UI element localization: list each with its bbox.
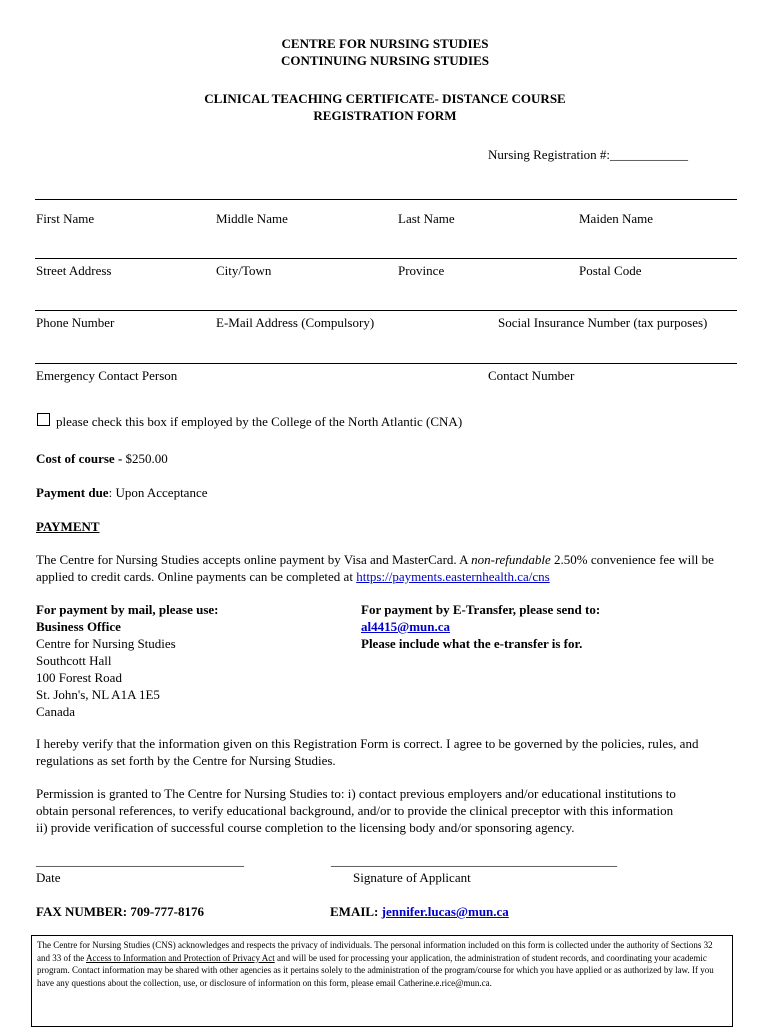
form-title-line-2: REGISTRATION FORM (313, 108, 457, 123)
field-rule (35, 199, 737, 200)
payment-heading: PAYMENT (36, 519, 100, 534)
mail-address-line: Centre for Nursing Studies (36, 636, 176, 651)
etransfer-heading: For payment by E-Transfer, please send to: (361, 602, 601, 617)
email-address-label: E-Mail Address (Compulsory) (216, 315, 375, 330)
non-refundable-text: non-refundable (471, 552, 551, 567)
privacy-text-2: and will be used for processing your application, the administration of student records, and coordinating your academic program. Contact information may be shared with other agencies as it pertains solely to the administration of the program/course for which you have applied or as authorized by law. If you have any questions about the collection, use, or disclosure of information on this form, please email Catherine.e.rice@mun.ca. (37, 952, 714, 988)
permission-line-1: Permission is granted to The Centre for Nursing Studies to: i) contact previous employers and/or educational institutions to (36, 786, 676, 801)
date-line[interactable]: ________________________________ (36, 853, 244, 868)
field-rule (35, 258, 737, 259)
privacy-notice (31, 935, 733, 1027)
mail-address-line: 100 Forest Road (36, 670, 122, 685)
payment-due (36, 484, 208, 501)
date-label: Date (36, 870, 61, 885)
field-rule (35, 310, 737, 311)
header-line-2: CONTINUING NURSING STUDIES (280, 53, 490, 68)
middle-name-label: Middle Name (216, 211, 288, 226)
field-rule (35, 363, 737, 364)
last-name-label: Last Name (398, 211, 455, 226)
mail-address-line: Southcott Hall (36, 653, 112, 668)
cost-of-course (36, 450, 168, 467)
payment-text-2: 2.50% convenience fee will be applied to credit cards. Online payments can be completed at (36, 552, 714, 584)
mail-heading: For payment by mail, please use: (36, 602, 219, 617)
signature-line[interactable]: ____________________________________________ (331, 853, 617, 868)
first-name-label: First Name (36, 211, 95, 226)
signature-label: Signature of Applicant (353, 870, 471, 885)
privacy-text-1: The Centre for Nursing Studies (CNS) acknowledges and respects the privacy of individuals. The personal information included on this form is collected under the authority of Sections 32 and 33 of the (37, 940, 713, 963)
contact-email (330, 903, 509, 920)
maiden-name-label: Maiden Name (579, 211, 654, 226)
business-office: Business Office (36, 619, 121, 634)
privacy-act-name: Access to Information and Protection of Privacy Act (86, 952, 275, 963)
etransfer-email-link[interactable]: al4415@mun.ca (361, 619, 451, 634)
verification-statement: I hereby verify that the information given on this Registration Form is correct. I agree to be governed by the policies, rules, and regulations as set forth by the Centre for Nursing Studies. (36, 736, 699, 768)
payment-due-label: Payment due (36, 485, 109, 500)
sin-label: Social Insurance Number (tax purposes) (498, 315, 708, 330)
email-label: EMAIL: (330, 904, 382, 919)
mail-address-line: St. John's, NL A1A 1E5 (36, 687, 160, 702)
city-town-label: City/Town (216, 263, 272, 278)
phone-number-label: Phone Number (36, 315, 115, 330)
nursing-registration-field[interactable]: Nursing Registration #:____________ (488, 147, 689, 162)
permission-line-3: ii) provide verification of successful course completion to the licensing body and/or sponsoring agency. (36, 820, 575, 835)
postal-code-label: Postal Code (579, 263, 642, 278)
payment-text-1: The Centre for Nursing Studies accepts online payment by Visa and MasterCard. A (36, 552, 472, 567)
mail-address-line: Canada (36, 704, 75, 719)
province-label: Province (398, 263, 445, 278)
etransfer-note: Please include what the e-transfer is for. (361, 636, 583, 651)
fax-number: FAX NUMBER: 709-777-8176 (36, 904, 205, 919)
permission-line-2: obtain personal references, to verify educational background, and/or to provide the clinical preceptor with this information (36, 803, 674, 818)
header-line-1: CENTRE FOR NURSING STUDIES (281, 36, 489, 51)
email-link[interactable]: jennifer.lucas@mun.ca (381, 904, 509, 919)
cost-label: Cost of course - (36, 451, 123, 466)
payment-due-value: : Upon Acceptance (108, 485, 208, 500)
cost-value: $250.00 (122, 451, 168, 466)
payment-text (36, 551, 736, 585)
street-address-label: Street Address (36, 263, 112, 278)
contact-number-label: Contact Number (488, 368, 575, 383)
cna-checkbox-label: please check this box if employed by the College of the North Atlantic (CNA) (56, 414, 463, 429)
cna-checkbox[interactable] (37, 413, 50, 426)
form-title-line-1: CLINICAL TEACHING CERTIFICATE- DISTANCE COURSE (204, 91, 566, 106)
payment-url-link[interactable]: https://payments.easternhealth.ca/cns (356, 569, 550, 584)
emergency-contact-label: Emergency Contact Person (36, 368, 178, 383)
